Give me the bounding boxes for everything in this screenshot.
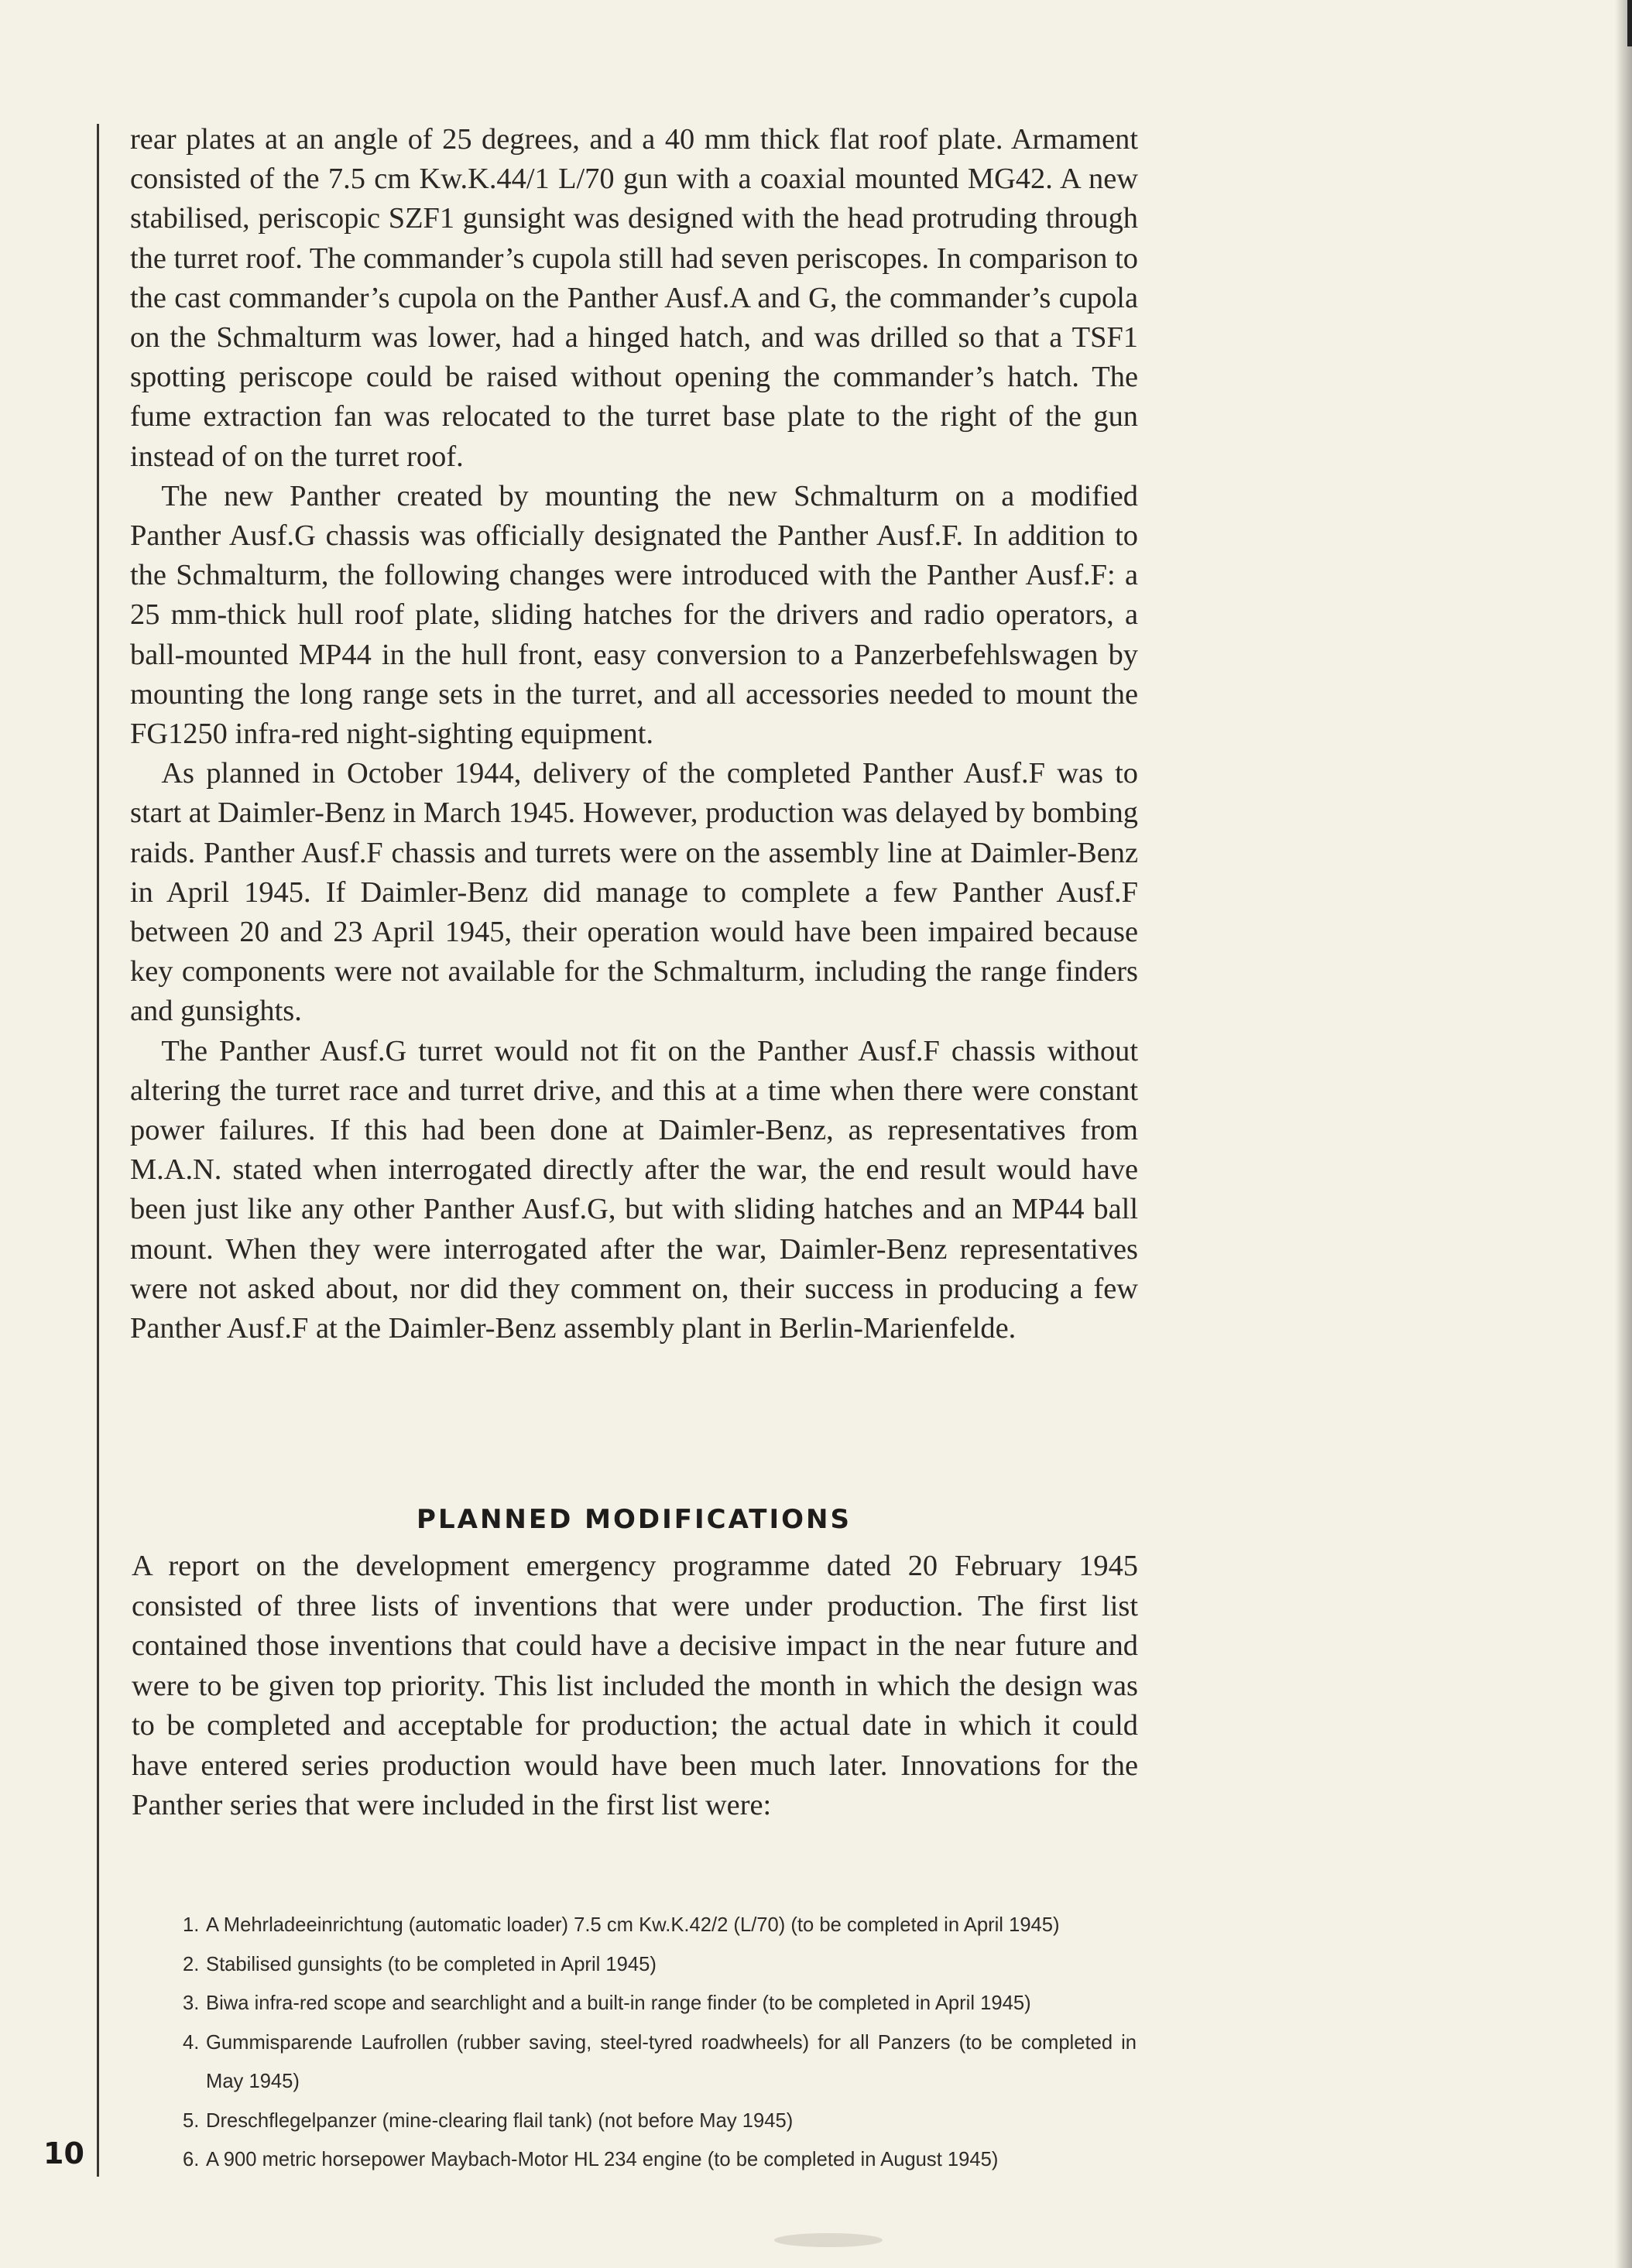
paper-smudge xyxy=(774,2233,883,2247)
page-edge-corner xyxy=(1627,0,1632,46)
section-heading: PLANNED MODIFICATIONS xyxy=(417,1504,852,1535)
list-item xyxy=(183,1906,1143,1945)
list-item xyxy=(183,1945,1143,1985)
body-text xyxy=(130,120,1138,1348)
list-text: Biwa infra-red scope and searchlight and a built-in range finder (to be completed in April 1945) xyxy=(206,1992,1031,2014)
innovations-list xyxy=(183,1906,1143,2180)
list-text: Stabilised gunsights (to be completed in April 1945) xyxy=(206,1953,657,1975)
list-number: 2. xyxy=(183,1953,200,1975)
page-number: 10 xyxy=(43,2136,84,2170)
list-item xyxy=(183,1984,1143,2023)
list-item xyxy=(183,2102,1143,2141)
list-item xyxy=(183,2140,1143,2180)
list-number: 1. xyxy=(183,1914,200,1936)
page-edge-shadow xyxy=(1615,0,1632,2268)
list-number: 6. xyxy=(183,2149,200,2170)
list-text: Dreschflegelpanzer (mine-clearing flail tank) (not before May 1945) xyxy=(206,2109,794,2132)
list-text: A 900 metric horsepower Maybach-Motor HL 234 engine (to be completed in August 1945) xyxy=(206,2149,999,2170)
paragraph: The Panther Ausf.G turret would not fit on the Panther Ausf.F chassis without altering the turret race and turret drive, and this at a time when there were constant power failures. If this had been done at Daimler-Benz, as representatives from M.A.N. stated when interrogated directly after the war, the end result would have been just like any other Panther Ausf.G, but with sliding hatches and an MP44 ball mount. When they were interrogated after the war, Daimler-Benz representatives were not asked about, nor did they comment on, their success in producing a few Panther Ausf.F at the Daimler-Benz assembly plant in Berlin-Marienfelde. xyxy=(130,1034,1138,1345)
section-paragraph: A report on the development emergency programme dated 20 February 1945 consisted of three lists of inventions that were under production. The first list contained those inventions that could have a decisive impact in the near future and were to be given top priority. This list included the month in which the design was to be completed and acceptable for production; the actual date in which it could have entered series production would have been much later. Innovations for the Panther series that were included in the first list were: xyxy=(132,1550,1138,1821)
paragraph: As planned in October 1944, delivery of the completed Panther Ausf.F was to start at Daimler-Benz in March 1945. However, production was delayed by bombing raids. Panther Ausf.F chassis and turrets were on the assembly line at Daimler-Benz in April 1945. If Daimler-Benz did manage to complete a few Panther Ausf.F between 20 and 23 April 1945, their operation would have been impaired because key components were not available for the Schmalturm, including the range finders and gunsights. xyxy=(130,757,1138,1028)
list-number: 5. xyxy=(183,2109,200,2132)
list-number: 4. xyxy=(183,2031,200,2054)
list-text: Gummisparende Laufrollen (rubber saving, steel-tyred roadwheels) for all Panzers (to be completed in May 1945) xyxy=(206,2031,1137,2092)
paragraph: rear plates at an angle of 25 degrees, and a 40 mm thick flat roof plate. Armament consisted of the 7.5 cm Kw.K.44/1 L/70 gun with a coaxial mounted MG42. A new stabilised, periscopic SZF1 gunsight was designed with the head protruding through the turret roof. The commander’s cupola still had seven periscopes. In comparison to the cast commander’s cupola on the Panther Ausf.A and G, the commander’s cupola on the Schmalturm was lower, had a hinged hatch, and was drilled so that a TSF1 spotting periscope could be raised without opening the commander’s hatch. The fume extraction fan was relocated to the turret base plate to the right of the gun instead of on the turret roof. xyxy=(130,123,1138,473)
section-text xyxy=(132,1547,1138,1826)
margin-rule xyxy=(97,124,99,2177)
list-text: A Mehrladeeinrichtung (automatic loader) 7.5 cm Kw.K.42/2 (L/70) (to be completed in April 1945) xyxy=(206,1914,1060,1936)
list-item xyxy=(183,2023,1143,2102)
paragraph: The new Panther created by mounting the new Schmalturm on a modified Panther Ausf.G chassis was officially designated the Panther Ausf.F. In addition to the Schmalturm, the following changes were introduced with the Panther Ausf.F: a 25 mm-thick hull roof plate, sliding hatches for the drivers and radio operators, a ball-mounted MP44 in the hull front, easy conversion to a Panzerbefehlswagen by mounting the long range sets in the turret, and all accessories needed to mount the FG1250 infra-red night-sighting equipment. xyxy=(130,479,1138,751)
list-number: 3. xyxy=(183,1992,200,2014)
